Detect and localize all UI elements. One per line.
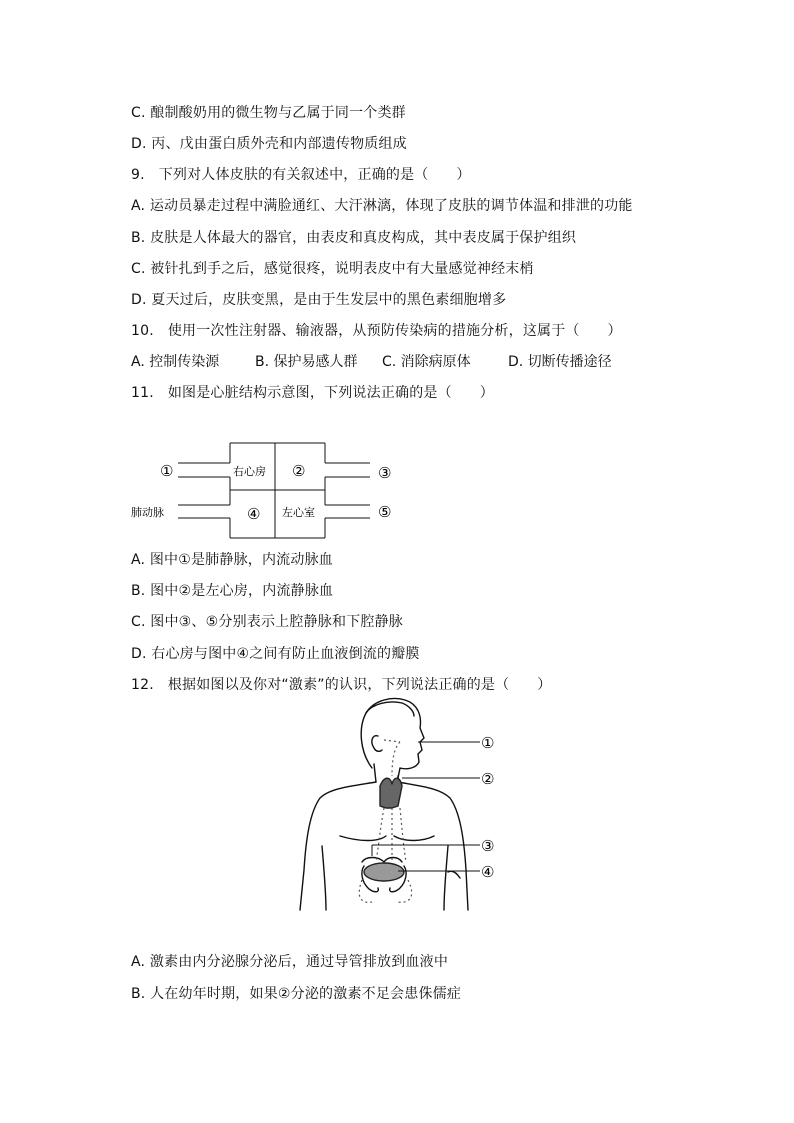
heart-label-3: ③ xyxy=(378,464,392,482)
heart-label-2: ② xyxy=(292,462,306,480)
heart-label-right-atrium: 右心房 xyxy=(233,465,266,478)
q10-option-c: C. 消除病原体 xyxy=(382,354,471,370)
heart-label-5: ⑤ xyxy=(378,503,392,521)
q8-option-c: C. 酿制酸奶用的微生物与乙属于同一个类群 xyxy=(131,105,406,121)
q8-option-d: D. 丙、戊由蛋白质外壳和内部遗传物质组成 xyxy=(131,136,407,152)
q10-option-b: B. 保护易感人群 xyxy=(255,354,358,370)
q9-option-c: C. 被针扎到手之后，感觉很疼，说明表皮中有大量感觉神经末梢 xyxy=(131,261,534,277)
q9-option-d: D. 夏天过后，皮肤变黑，是由于生发层中的黑色素细胞增多 xyxy=(131,292,507,308)
q12-option-a: A. 激素由内分泌腺分泌后，通过导管排放到血液中 xyxy=(131,954,449,970)
heart-label-pulmonary-artery: 肺动脉 xyxy=(131,506,164,519)
endocrine-label-4: ④ xyxy=(481,863,495,881)
q11-option-d: D. 右心房与图中④之间有防止血液倒流的瓣膜 xyxy=(131,646,420,662)
endocrine-label-3: ③ xyxy=(481,837,495,855)
question-10: 10. 使用一次性注射器、输液器，从预防传染病的措施分析，这属于（ ） xyxy=(131,323,622,339)
endocrine-label-2: ② xyxy=(481,770,495,788)
endocrine-label-1: ① xyxy=(481,734,495,752)
q12-option-b: B. 人在幼年时期，如果②分泌的激素不足会患侏儒症 xyxy=(131,986,462,1002)
question-11: 11. 如图是心脏结构示意图，下列说法正确的是（ ） xyxy=(131,385,494,401)
q11-option-c: C. 图中③、⑤分别表示上腔静脉和下腔静脉 xyxy=(131,614,403,630)
q10-option-d: D. 切断传播途径 xyxy=(508,354,612,370)
q9-option-b: B. 皮肤是人体最大的器官，由表皮和真皮构成，其中表皮属于保护组织 xyxy=(131,230,577,246)
question-12: 12. 根据如图以及你对“激素”的认识，下列说法正确的是（ ） xyxy=(131,677,552,693)
heart-label-left-ventricle: 左心室 xyxy=(282,506,315,519)
heart-label-1: ① xyxy=(160,462,174,480)
question-9: 9. 下列对人体皮肤的有关叙述中，正确的是（ ） xyxy=(131,167,471,183)
q10-option-a: A. 控制传染源 xyxy=(131,354,220,370)
heart-label-4: ④ xyxy=(247,505,261,523)
q11-option-a: A. 图中①是肺静脉，内流动脉血 xyxy=(131,552,333,568)
q11-option-b: B. 图中②是左心房，内流静脉血 xyxy=(131,583,334,599)
q9-option-a: A. 运动员暴走过程中满脸通红、大汗淋漓，体现了皮肤的调节体温和排泄的功能 xyxy=(131,198,633,214)
